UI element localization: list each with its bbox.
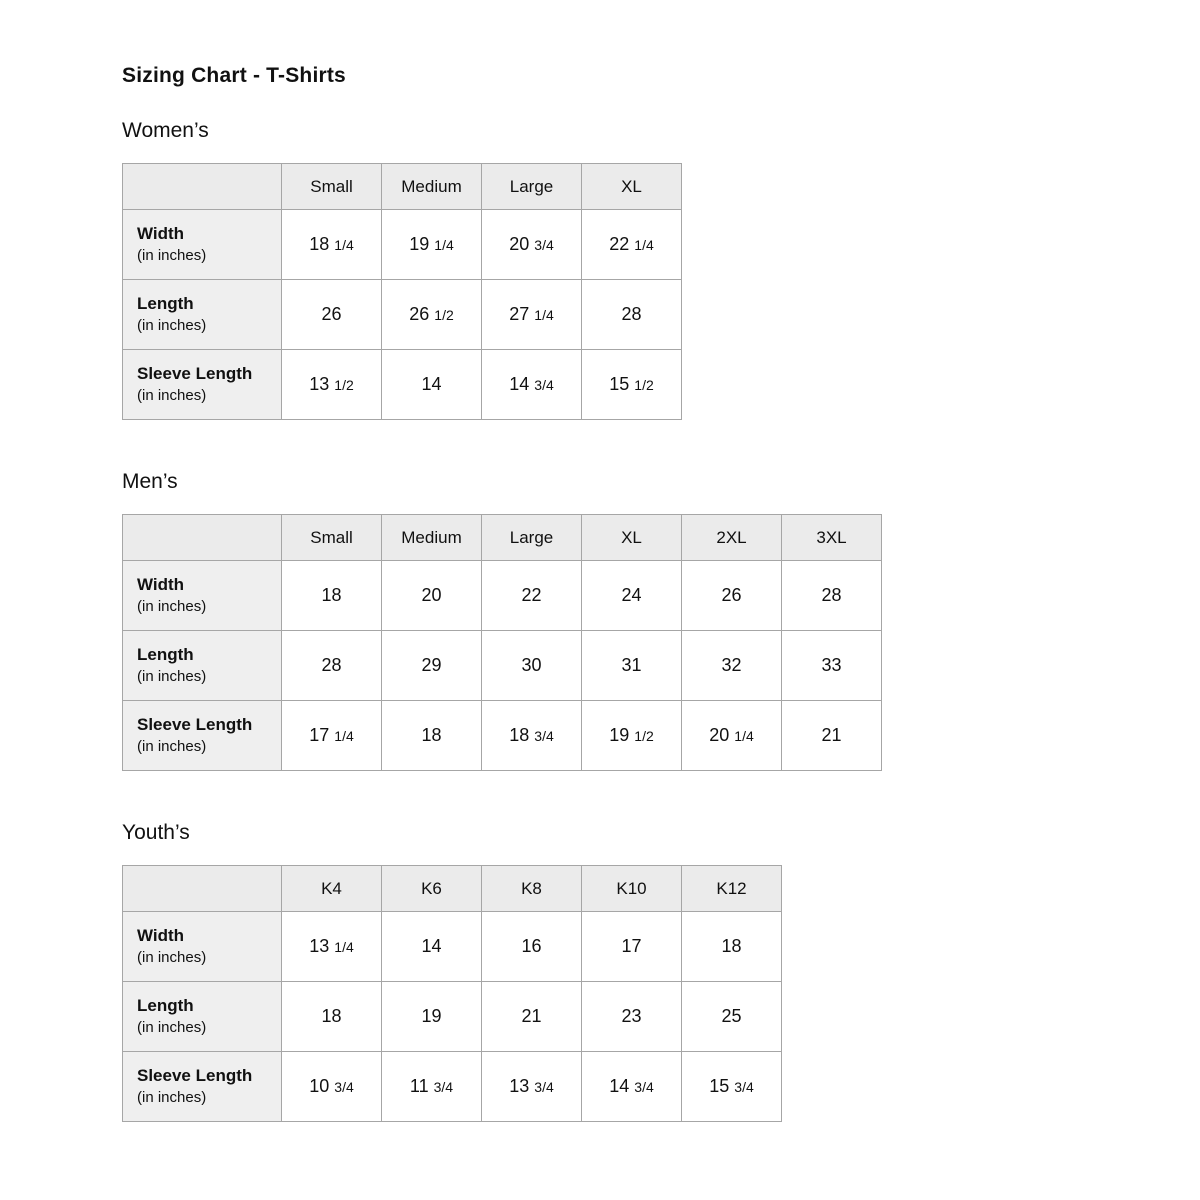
- column-header: K4: [282, 866, 382, 912]
- value-cell: 28: [582, 280, 682, 350]
- table-header-row: [123, 866, 782, 912]
- value-cell: 18 1/4: [282, 210, 382, 280]
- row-label: Width: [137, 925, 185, 945]
- table-row: [123, 912, 782, 982]
- column-header: Small: [282, 164, 382, 210]
- section-youths: [122, 821, 1200, 1122]
- value-cell: 19 1/2: [582, 701, 682, 771]
- value-cell: 10 3/4: [282, 1052, 382, 1122]
- value-cell: 18 3/4: [482, 701, 582, 771]
- size-table: [122, 514, 882, 771]
- row-sublabel: (in inches): [137, 1088, 207, 1106]
- value-cell: 31: [582, 631, 682, 701]
- value-cell: 19: [382, 982, 482, 1052]
- value-cell: 13 3/4: [482, 1052, 582, 1122]
- corner-cell: [123, 866, 282, 912]
- row-label: Width: [137, 223, 185, 243]
- row-label-cell: [123, 631, 282, 701]
- value-cell: 28: [782, 561, 882, 631]
- value-cell: 28: [282, 631, 382, 701]
- value-cell: 15 3/4: [682, 1052, 782, 1122]
- value-cell: 22: [482, 561, 582, 631]
- page-title: Sizing Chart - T-Shirts: [122, 64, 346, 87]
- value-cell: 24: [582, 561, 682, 631]
- row-label: Length: [137, 995, 194, 1015]
- value-cell: 18: [382, 701, 482, 771]
- row-sublabel: (in inches): [137, 948, 207, 966]
- row-sublabel: (in inches): [137, 667, 207, 685]
- row-sublabel: (in inches): [137, 386, 207, 404]
- table-row: [123, 1052, 782, 1122]
- value-cell: 27 1/4: [482, 280, 582, 350]
- row-label-cell: [123, 1052, 282, 1122]
- value-cell: 14 3/4: [482, 350, 582, 420]
- column-header: Large: [482, 164, 582, 210]
- column-header: Medium: [382, 515, 482, 561]
- sizing-sections: [122, 119, 1200, 1122]
- value-cell: 11 3/4: [382, 1052, 482, 1122]
- value-cell: 20 3/4: [482, 210, 582, 280]
- value-cell: 29: [382, 631, 482, 701]
- column-header: 3XL: [782, 515, 882, 561]
- value-cell: 13 1/2: [282, 350, 382, 420]
- value-cell: 22 1/4: [582, 210, 682, 280]
- value-cell: 21: [482, 982, 582, 1052]
- row-label: Length: [137, 293, 194, 313]
- value-cell: 26: [682, 561, 782, 631]
- value-cell: 17: [582, 912, 682, 982]
- size-table: [122, 163, 682, 420]
- column-header: K10: [582, 866, 682, 912]
- section-mens: [122, 470, 1200, 771]
- value-cell: 18: [282, 561, 382, 631]
- column-header: K8: [482, 866, 582, 912]
- value-cell: 17 1/4: [282, 701, 382, 771]
- table-row: [123, 280, 682, 350]
- section-womens: [122, 119, 1200, 420]
- column-header: XL: [582, 515, 682, 561]
- corner-cell: [123, 164, 282, 210]
- value-cell: 14: [382, 350, 482, 420]
- value-cell: 26 1/2: [382, 280, 482, 350]
- value-cell: 19 1/4: [382, 210, 482, 280]
- row-label: Sleeve Length: [137, 714, 253, 734]
- value-cell: 30: [482, 631, 582, 701]
- value-cell: 32: [682, 631, 782, 701]
- row-label-cell: [123, 701, 282, 771]
- row-sublabel: (in inches): [137, 737, 207, 755]
- column-header: Medium: [382, 164, 482, 210]
- table-header-row: [123, 515, 882, 561]
- row-label-cell: [123, 210, 282, 280]
- value-cell: 33: [782, 631, 882, 701]
- table-row: [123, 561, 882, 631]
- value-cell: 14: [382, 912, 482, 982]
- row-label-cell: [123, 912, 282, 982]
- value-cell: 21: [782, 701, 882, 771]
- section-heading: Men’s: [122, 470, 178, 493]
- section-heading: Youth’s: [122, 821, 190, 844]
- row-label: Width: [137, 574, 185, 594]
- table-row: [123, 631, 882, 701]
- value-cell: 13 1/4: [282, 912, 382, 982]
- column-header: Small: [282, 515, 382, 561]
- table-row: [123, 350, 682, 420]
- row-label-cell: [123, 561, 282, 631]
- table-row: [123, 982, 782, 1052]
- table-row: [123, 701, 882, 771]
- value-cell: 14 3/4: [582, 1052, 682, 1122]
- row-sublabel: (in inches): [137, 246, 207, 264]
- table-row: [123, 210, 682, 280]
- value-cell: 23: [582, 982, 682, 1052]
- value-cell: 18: [282, 982, 382, 1052]
- value-cell: 18: [682, 912, 782, 982]
- row-sublabel: (in inches): [137, 316, 207, 334]
- table-header-row: [123, 164, 682, 210]
- section-heading: Women’s: [122, 119, 209, 142]
- column-header: 2XL: [682, 515, 782, 561]
- row-label-cell: [123, 350, 282, 420]
- row-label: Length: [137, 644, 194, 664]
- value-cell: 26: [282, 280, 382, 350]
- value-cell: 16: [482, 912, 582, 982]
- row-label-cell: [123, 982, 282, 1052]
- row-label-cell: [123, 280, 282, 350]
- value-cell: 25: [682, 982, 782, 1052]
- column-header: XL: [582, 164, 682, 210]
- value-cell: 15 1/2: [582, 350, 682, 420]
- column-header: Large: [482, 515, 582, 561]
- row-label: Sleeve Length: [137, 363, 253, 383]
- column-header: K6: [382, 866, 482, 912]
- row-label: Sleeve Length: [137, 1065, 253, 1085]
- value-cell: 20: [382, 561, 482, 631]
- row-sublabel: (in inches): [137, 1018, 207, 1036]
- column-header: K12: [682, 866, 782, 912]
- corner-cell: [123, 515, 282, 561]
- size-table: [122, 865, 782, 1122]
- row-sublabel: (in inches): [137, 597, 207, 615]
- value-cell: 20 1/4: [682, 701, 782, 771]
